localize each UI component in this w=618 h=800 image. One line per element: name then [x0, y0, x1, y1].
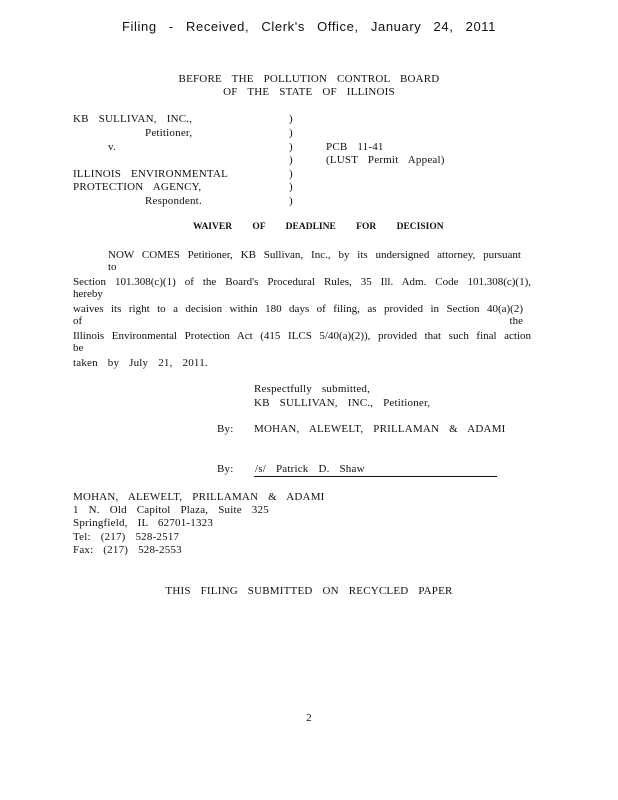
- signature-closing: Respectfully submitted,: [254, 383, 371, 395]
- by-label: By:: [217, 423, 234, 435]
- versus: v.: [108, 141, 116, 153]
- document-title: WAIVER OF DEADLINE FOR DECISION: [193, 222, 444, 232]
- signature-firm: MOHAN, ALEWELT, PRILLAMAN & ADAMI: [254, 423, 506, 435]
- address-tel: Tel: (217) 528-2517: [73, 531, 180, 543]
- body-line: NOW COMES Petitioner, KB Sullivan, Inc., by its undersigned attorney, pursuant to: [108, 249, 521, 273]
- case-number: PCB 11-41: [326, 141, 384, 153]
- by-label: By:: [217, 463, 234, 475]
- signature-party: KB SULLIVAN, INC., Petitioner,: [254, 397, 431, 409]
- body-line: taken by July 21, 2011.: [73, 357, 208, 369]
- address-street: 1 N. Old Capitol Plaza, Suite 325: [73, 504, 269, 516]
- caption-paren: ): [289, 195, 293, 207]
- caption-paren: ): [289, 113, 293, 125]
- board-header-line-2: OF THE STATE OF ILLINOIS: [223, 86, 395, 98]
- body-line: Section 101.308(c)(1) of the Board's Procedural Rules, 35 Ill. Adm. Code 101.308(c)(1), hereby: [73, 276, 531, 300]
- petitioner-name: KB SULLIVAN, INC.,: [73, 113, 193, 125]
- caption-paren: ): [289, 181, 293, 193]
- page-number: 2: [306, 712, 312, 724]
- body-line: Illinois Environmental Protection Act (415 ILCS 5/40(a)(2)), provided that such final action be: [73, 330, 531, 354]
- address-fax: Fax: (217) 528-2553: [73, 544, 182, 556]
- address-firm: MOHAN, ALEWELT, PRILLAMAN & ADAMI: [73, 491, 325, 503]
- respondent-name-2: PROTECTION AGENCY,: [73, 181, 202, 193]
- recycled-notice: THIS FILING SUBMITTED ON RECYCLED PAPER: [165, 585, 453, 597]
- caption-paren: ): [289, 168, 293, 180]
- caption-paren: ): [289, 141, 293, 153]
- signature-line: [254, 476, 497, 477]
- petitioner-role: Petitioner,: [145, 127, 193, 139]
- caption-paren: ): [289, 154, 293, 166]
- respondent-name-1: ILLINOIS ENVIRONMENTAL: [73, 168, 229, 180]
- board-header-line-1: BEFORE THE POLLUTION CONTROL BOARD: [178, 73, 440, 85]
- respondent-role: Respondent.: [145, 195, 202, 207]
- signature-name: /s/ Patrick D. Shaw: [255, 463, 365, 475]
- case-type: (LUST Permit Appeal): [326, 154, 445, 166]
- body-line: waives its right to a decision within 180 days of filing, as provided in Section 40(a)(2) of the: [73, 303, 523, 327]
- filing-stamp: Filing - Received, Clerk's Office, January 24, 2011: [121, 19, 496, 34]
- address-city: Springfield, IL 62701-1323: [73, 517, 214, 529]
- caption-paren: ): [289, 127, 293, 139]
